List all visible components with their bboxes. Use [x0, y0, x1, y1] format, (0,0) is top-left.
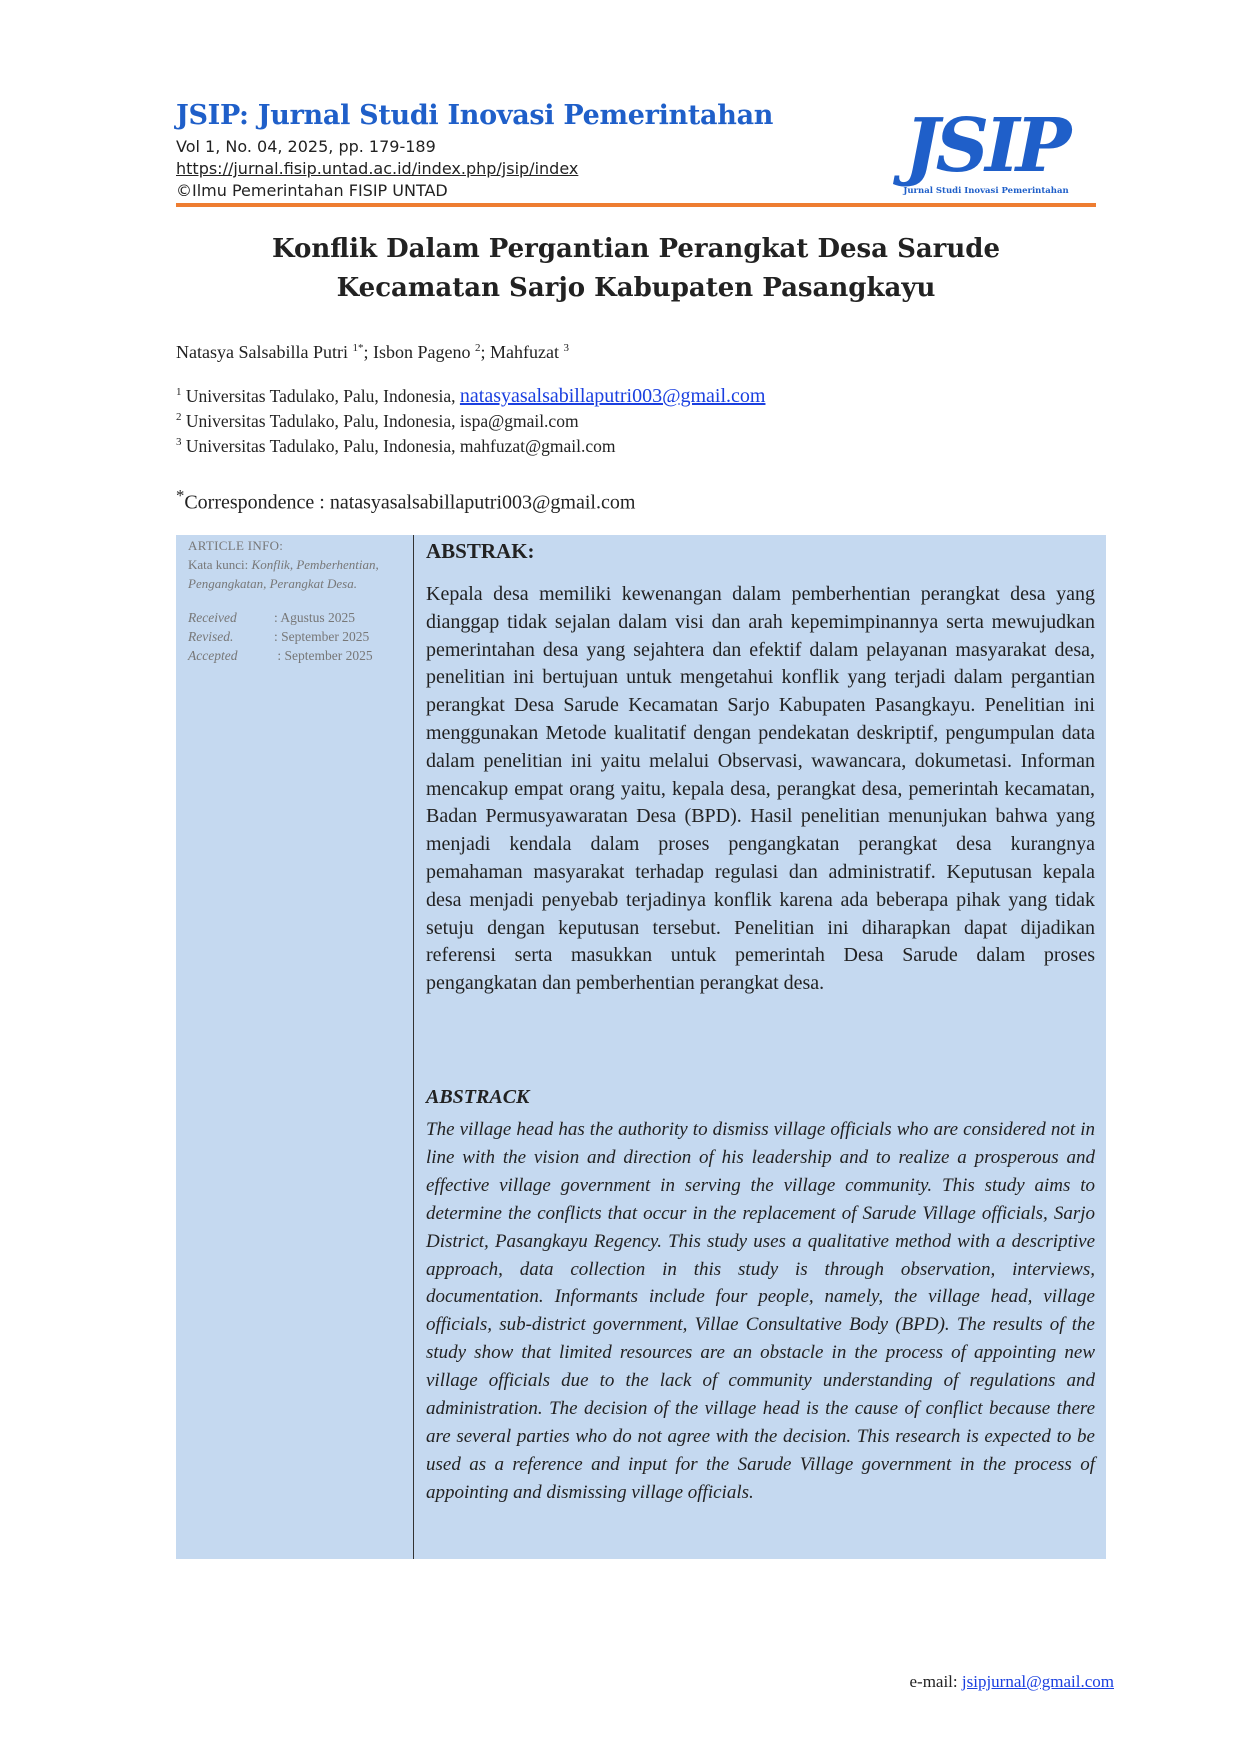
header-divider: [176, 203, 1096, 207]
author-3-marker: 3: [563, 342, 569, 354]
abstract-en-body: The village head has the authority to dismiss village officials who are considered not in line with the vision and direction of his leadership and to realize a prosperous and effective village government in serving the village community. This study aims to determine the conflicts that occur in the replacement of Sarude Village officials, Sarjo District, Pasangkayu Regency. This study uses a qualitative method with a descriptive approach, data collection in this study is through observation, interviews, documentation. Informants include four people, namely, the village head, village officials, sub-district government, Villae Consultative Body (BPD). The results of the study show that limited resources are an obstacle in the process of appointing new village officials due to the lack of community understanding of regulations and administration. The decision of the village head is the cause of conflict because there are several parties who do not agree with the decision. This research is expected to be used as a reference and input for the Sarude Village government in the process of appointing and dismissing village officials.: [426, 1119, 1095, 1503]
date-revised: [188, 629, 369, 645]
footer-email-link[interactable]: jsipjurnal@gmail.com: [961, 1672, 1114, 1691]
keywords-list: Konflik, Pemberhentian, Pengangkatan, Perangkat Desa.: [188, 557, 379, 591]
date-revised-label: Revised.: [188, 629, 234, 644]
affiliation-1-email-link[interactable]: natasyasalsabillaputri003@gmail.com: [459, 385, 766, 407]
journal-header: [176, 100, 1096, 210]
footer-email: [909, 1672, 1114, 1692]
abstrak-body: Kepala desa memiliki kewenangan dalam pemberhentian perangkat desa yang dianggap tidak sejalan dalam visi dan arah kepemimpinannya serta mewujudkan pemerintahan desa yang sejahtera dan efektif dalam pelayanan masyarakat desa, penelitian ini bertujuan untuk mengetahui konflik yang terjadi dalam pergantian perangkat Desa Sarude Kecamatan Sarjo Kabupaten Pasangkayu. Penelitian ini menggunakan Metode kualitatif dengan pendekatan deskriptif, pengumpulan data dalam penelitian ini yaitu melalui Observasi, wawancara, dokumetasi. Informan mencakup empat orang yaitu, kepala desa, perangkat desa, pemerintah kecamatan, Badan Permusyawaratan Desa (BPD). Hasil penelitian menunjukan bahwa yang menjadi kendala dalam proses pengangkatan perangkat desa kurangnya pemahaman masyarakat terhadap regulasi dan administratif. Keputusan kepala desa menjadi penyebab terjadinya konflik karena ada beberapa pihak yang tidak setuju dengan keputusan tersebut. Penelitian ini diharapkan dapat dijadikan referensi serta masukkan untuk pemerintah Desa Sarude dalam proses pengangkatan dan pemberhentian perangkat desa.: [426, 583, 1095, 995]
journal-url-link[interactable]: https://jurnal.fisip.untad.ac.id/index.php/jsip/index: [176, 159, 579, 178]
abstract-panel: [414, 535, 1106, 1559]
author-3: Mahfuzat: [490, 342, 559, 362]
date-accepted-value: : September 2025: [274, 648, 373, 663]
date-revised-value: : September 2025: [274, 629, 370, 644]
affiliation-3-text: Universitas Tadulako, Palu, Indonesia, mahfuzat@gmail.com: [185, 436, 616, 456]
correspondence-text: Correspondence : natasyasalsabillaputri003@gmail.com: [184, 491, 636, 514]
affiliation-1-marker: 1: [176, 386, 182, 399]
affiliation-2-marker: 2: [176, 411, 182, 424]
date-received-value: : Agustus 2025: [274, 610, 356, 625]
date-received-label: Received: [188, 610, 237, 625]
volume-info: Vol 1, No. 04, 2025, pp. 179-189: [176, 137, 436, 156]
author-1: Natasya Salsabilla Putri: [176, 342, 348, 362]
footer-email-label: e-mail:: [909, 1672, 962, 1691]
affiliation-2: [176, 411, 579, 432]
copyright-line: ©Ilmu Pemerintahan FISIP UNTAD: [176, 181, 448, 200]
correspondence-marker: *: [176, 486, 185, 505]
journal-title: JSIP: Jurnal Studi Inovasi Pemerintahan: [176, 100, 774, 131]
affiliation-1: [176, 385, 765, 408]
date-received: [188, 610, 355, 626]
author-list: Natasya Salsabilla Putri $^{1*}$; Isbon Pageno $^2$; Mahfuzat $^3$: [176, 342, 569, 362]
correspondence: [176, 486, 635, 515]
affiliation-3: [176, 436, 615, 457]
author-1-marker: 1*: [352, 342, 364, 354]
affiliation-3-marker: 3: [176, 436, 182, 449]
author-2: Isbon Pageno: [372, 342, 471, 362]
affiliation-1-text: Universitas Tadulako, Palu, Indonesia,: [185, 386, 460, 406]
jsip-logo: [896, 103, 1076, 196]
logo-tagline: Jurnal Studi Inovasi Pemerintahan: [903, 186, 1069, 196]
paper-title: [176, 230, 1096, 308]
abstract-en-heading: ABSTRACK: [426, 1086, 530, 1108]
date-accepted: [188, 648, 373, 664]
abstract-box: [176, 535, 1106, 1559]
keywords-label: Kata kunci:: [188, 557, 252, 572]
keywords: [188, 555, 410, 593]
paper-title-line-1: Konflik Dalam Pergantian Perangkat Desa Sarude: [271, 234, 1001, 264]
affiliation-2-text: Universitas Tadulako, Palu, Indonesia, ispa@gmail.com: [185, 411, 579, 431]
article-info-panel: [176, 535, 414, 1559]
paper-title-line-2: Kecamatan Sarjo Kabupaten Pasangkayu: [336, 273, 936, 303]
author-2-marker: 2: [474, 342, 481, 354]
article-info-heading: ARTICLE INFO:: [188, 538, 284, 553]
logo-wordmark: JSIP: [904, 103, 1068, 189]
date-accepted-label: Accepted: [188, 648, 238, 663]
abstrak-heading: ABSTRAK:: [426, 539, 535, 563]
